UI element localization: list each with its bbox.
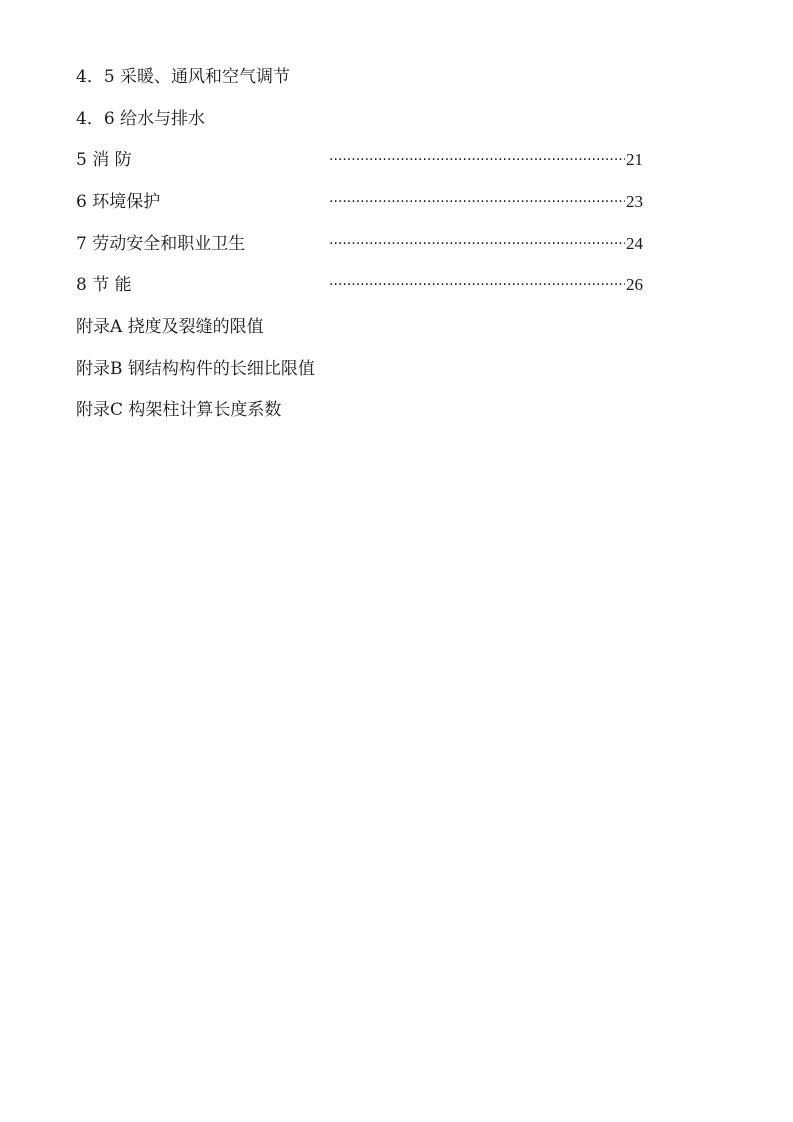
toc-entry-8 xyxy=(76,273,646,297)
toc-entry-6 xyxy=(76,190,646,214)
toc-entry-appendix-c xyxy=(76,398,646,422)
toc-entry-4-5 xyxy=(76,65,646,89)
dot-leader xyxy=(329,273,625,297)
dot-leader xyxy=(329,190,625,214)
toc-entry-label: 6 环境保护 xyxy=(76,192,161,212)
toc-entry-label: 附录B 钢结构构件的长细比限值 xyxy=(76,359,315,379)
dot-leader xyxy=(329,148,625,172)
toc-entry-appendix-b xyxy=(76,357,646,381)
toc-entry-appendix-a xyxy=(76,315,646,339)
toc-page-number: 23 xyxy=(626,192,643,211)
toc-entry-label: 4．5 采暖、通风和空气调节 xyxy=(76,67,291,87)
toc-entry-label: 5 消 防 xyxy=(76,150,132,170)
toc-entry-7 xyxy=(76,232,646,256)
dot-leader xyxy=(329,232,625,256)
toc-page-number: 24 xyxy=(626,234,643,253)
toc-page-number: 26 xyxy=(626,275,643,294)
toc-entry-4-6 xyxy=(76,107,646,131)
toc-page-number: 21 xyxy=(626,150,643,169)
toc-entry-label: 附录A 挠度及裂缝的限值 xyxy=(76,317,264,337)
toc-entry-label: 7 劳动安全和职业卫生 xyxy=(76,234,246,254)
toc-entry-label: 附录C 构架柱计算长度系数 xyxy=(76,400,282,420)
toc-entry-5 xyxy=(76,148,646,172)
toc-entry-label: 4．6 给水与排水 xyxy=(76,109,206,129)
toc-entry-label: 8 节 能 xyxy=(76,275,132,295)
